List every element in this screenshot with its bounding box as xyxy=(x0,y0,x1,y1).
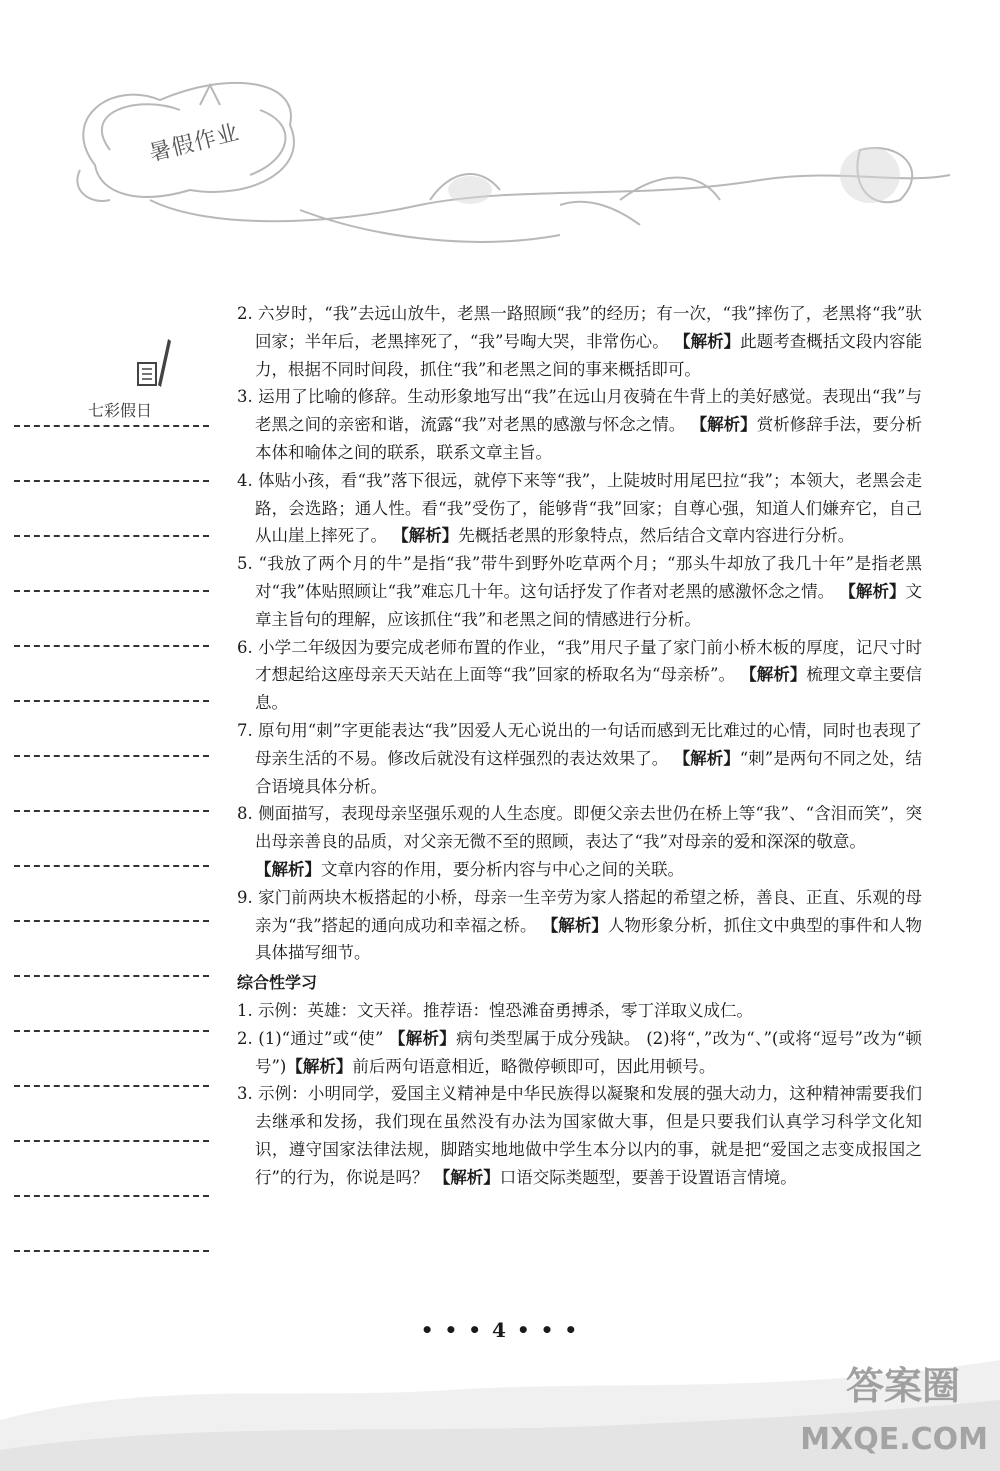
note-lines xyxy=(14,425,209,1305)
note-line xyxy=(14,480,209,482)
page-number: • • • 4 • • • xyxy=(420,1318,580,1342)
answer-item xyxy=(237,383,922,466)
analysis-text: 前后两句语意相近，略微停顿即可，因此用顿号。 xyxy=(352,1056,716,1076)
analysis-tag: 【解析】 xyxy=(255,859,321,879)
note-line xyxy=(14,975,209,977)
analysis-tag: 【解析】 xyxy=(690,415,757,435)
answer-item xyxy=(237,550,922,633)
answer-text: 5. “我放了两个月的牛”是指“我”带牛到野外吃草两个月；“那头牛却放了我几十年”是指老黑对“我”体贴照顾让“我”难忘几十年。这句话抒发了作者对老黑的感激怀念之情。 xyxy=(237,554,922,601)
answer-text: 7. 原句用“刺”字更能表达“我”因爱人无心说出的一句话而感到无比难过的心情，同时也表现了母亲生活的不易。修改后就没有这样强烈的表达效果了。 xyxy=(237,720,922,768)
note-line xyxy=(14,1085,209,1087)
analysis-text: “刺”是两句不同之处，结合语境具体分析。 xyxy=(255,748,923,796)
notebook-pencil-icon xyxy=(136,333,172,395)
answer-list xyxy=(237,300,922,967)
watermark-logo-text: 答案圈 xyxy=(845,1364,961,1408)
study-text: 1. 示例：英雄：文天祥。推荐语：惶恐滩奋勇搏杀，零丁洋取义成仁。 xyxy=(237,1000,753,1020)
note-line xyxy=(14,865,209,867)
analysis-text: 梳理文章主要信息。 xyxy=(255,665,923,713)
analysis-tag: 【解析】 xyxy=(740,665,807,685)
study-item xyxy=(237,997,922,1025)
analysis-text: 赏析修辞手法，要分析本体和喻体之间的联系，联系文章主旨。 xyxy=(255,415,923,462)
answer-item xyxy=(237,634,922,717)
analysis-text: 人物形象分析，抓住文中典型的事件和人物具体描写细节。 xyxy=(255,915,923,963)
note-line xyxy=(14,590,209,592)
note-line xyxy=(14,755,209,757)
note-line xyxy=(14,810,209,812)
study-text: 3. 示例：小明同学，爱国主义精神是中华民族得以凝聚和发展的强大动力，这种精神需要我们去继承和发扬，我们现在虽然没有办法为国家做大事，但是只要我们认真学习科学文化知识，遵守国家法律法规，脚踏实地地做中学生本分以内的事，就是把“爱国之志变成报国之行”的行为，你说是吗？ xyxy=(237,1084,922,1187)
study-item xyxy=(237,1080,922,1191)
study-item xyxy=(237,1025,922,1081)
note-line xyxy=(14,1140,209,1142)
analysis-text: 先概括老黑的形象特点，然后结合文章内容进行分析。 xyxy=(458,526,855,546)
analysis-text: 此题考查概括文段内容能力，根据不同时间段，抓住“我”和老黑之间的事来概括即可。 xyxy=(255,331,923,379)
watermark-logo xyxy=(828,1357,978,1413)
header-title: 暑假作业 xyxy=(146,120,243,167)
analysis-text: 口语交际类题型，要善于设置语言情境。 xyxy=(499,1167,797,1187)
answer-text: 2. 六岁时，“我”去远山放牛，老黑一路照顾“我”的经历；有一次，“我”摔伤了，老黑将“我”驮回家；半年后，老黑摔死了，“我”号啕大哭，非常伤心。 xyxy=(237,304,922,351)
analysis-text: 文章主旨句的理解，应该抓住“我”和老黑之间的情感进行分析。 xyxy=(255,581,923,629)
note-line xyxy=(14,700,209,702)
analysis-tag: 【解析】 xyxy=(674,331,741,351)
analysis-text: 文章内容的作用，要分析内容与中心之间的关联。 xyxy=(321,859,684,879)
note-line xyxy=(14,425,209,427)
note-line xyxy=(14,920,209,922)
section-title: 综合性学习 xyxy=(237,973,318,993)
sidebar-label: 七彩假日 xyxy=(88,401,153,420)
note-line xyxy=(14,645,209,647)
analysis-text: 病句类型属于成分残缺。 xyxy=(456,1028,641,1048)
analysis-tag: 【解析】 xyxy=(541,915,608,935)
note-line xyxy=(14,1250,209,1252)
answer-item xyxy=(237,300,922,383)
answer-item xyxy=(237,467,922,550)
analysis-tag: 【解析】 xyxy=(839,581,906,601)
answer-item xyxy=(237,800,922,883)
analysis-tag: 【解析】 xyxy=(388,1028,457,1048)
watermark-site: MXQE.COM xyxy=(800,1422,988,1457)
answer-text: 9. 家门前两块木板搭起的小桥，母亲一生辛劳为家人搭起的希望之桥，善良、正直、乐观的母亲为“我”搭起的通向成功和幸福之桥。 xyxy=(237,887,922,935)
answer-text: 8. 侧面描写，表现母亲坚强乐观的人生态度。即便父亲去世仍在桥上等“我”、“含泪而笑”，突出母亲善良的品质，对父亲无微不至的照顾，表达了“我”对母亲的爱和深深的敬意。 xyxy=(237,804,922,852)
answer-item xyxy=(237,717,922,800)
answer-text: 3. 运用了比喻的修辞。生动形象地写出“我”在远山月夜骑在牛背上的美好感觉。表现出“我”与老黑之间的亲密和谐，流露“我”对老黑的感激与怀念之情。 xyxy=(237,387,922,435)
study-text: 2. (1)“通过”或“使” xyxy=(237,1028,384,1048)
analysis-tag: 【解析】 xyxy=(433,1167,500,1187)
answer-content xyxy=(237,300,922,1192)
answer-text: 4. 体贴小孩，看“我”落下很远，就停下来等“我”，上陡坡时用尾巴拉“我”；本领大，老黑会走路，会选路；通人性。看“我”受伤了，能够背“我”回家；自尊心强，知道人们嫌弃它，自己从山崖上摔死了。 xyxy=(237,470,922,546)
answer-text: 6. 小学二年级因为要完成老师布置的作业，“我”用尺子量了家门前小桥木板的厚度，记尺寸时才想起给这座母亲天天站在上面等“我”回家的桥取名为“母亲桥”。 xyxy=(237,637,922,685)
note-line xyxy=(14,1030,209,1032)
answer-item xyxy=(237,884,922,967)
note-line xyxy=(14,535,209,537)
analysis-tag: 【解析】 xyxy=(673,748,740,768)
analysis-tag: 【解析】 xyxy=(286,1056,353,1076)
analysis-tag: 【解析】 xyxy=(392,526,459,546)
comprehensive-study-list xyxy=(237,997,922,1192)
study-text: (2)将“，”改为“、”(或将“逗号”改为“顿号”) xyxy=(255,1028,923,1076)
note-line xyxy=(14,1195,209,1197)
